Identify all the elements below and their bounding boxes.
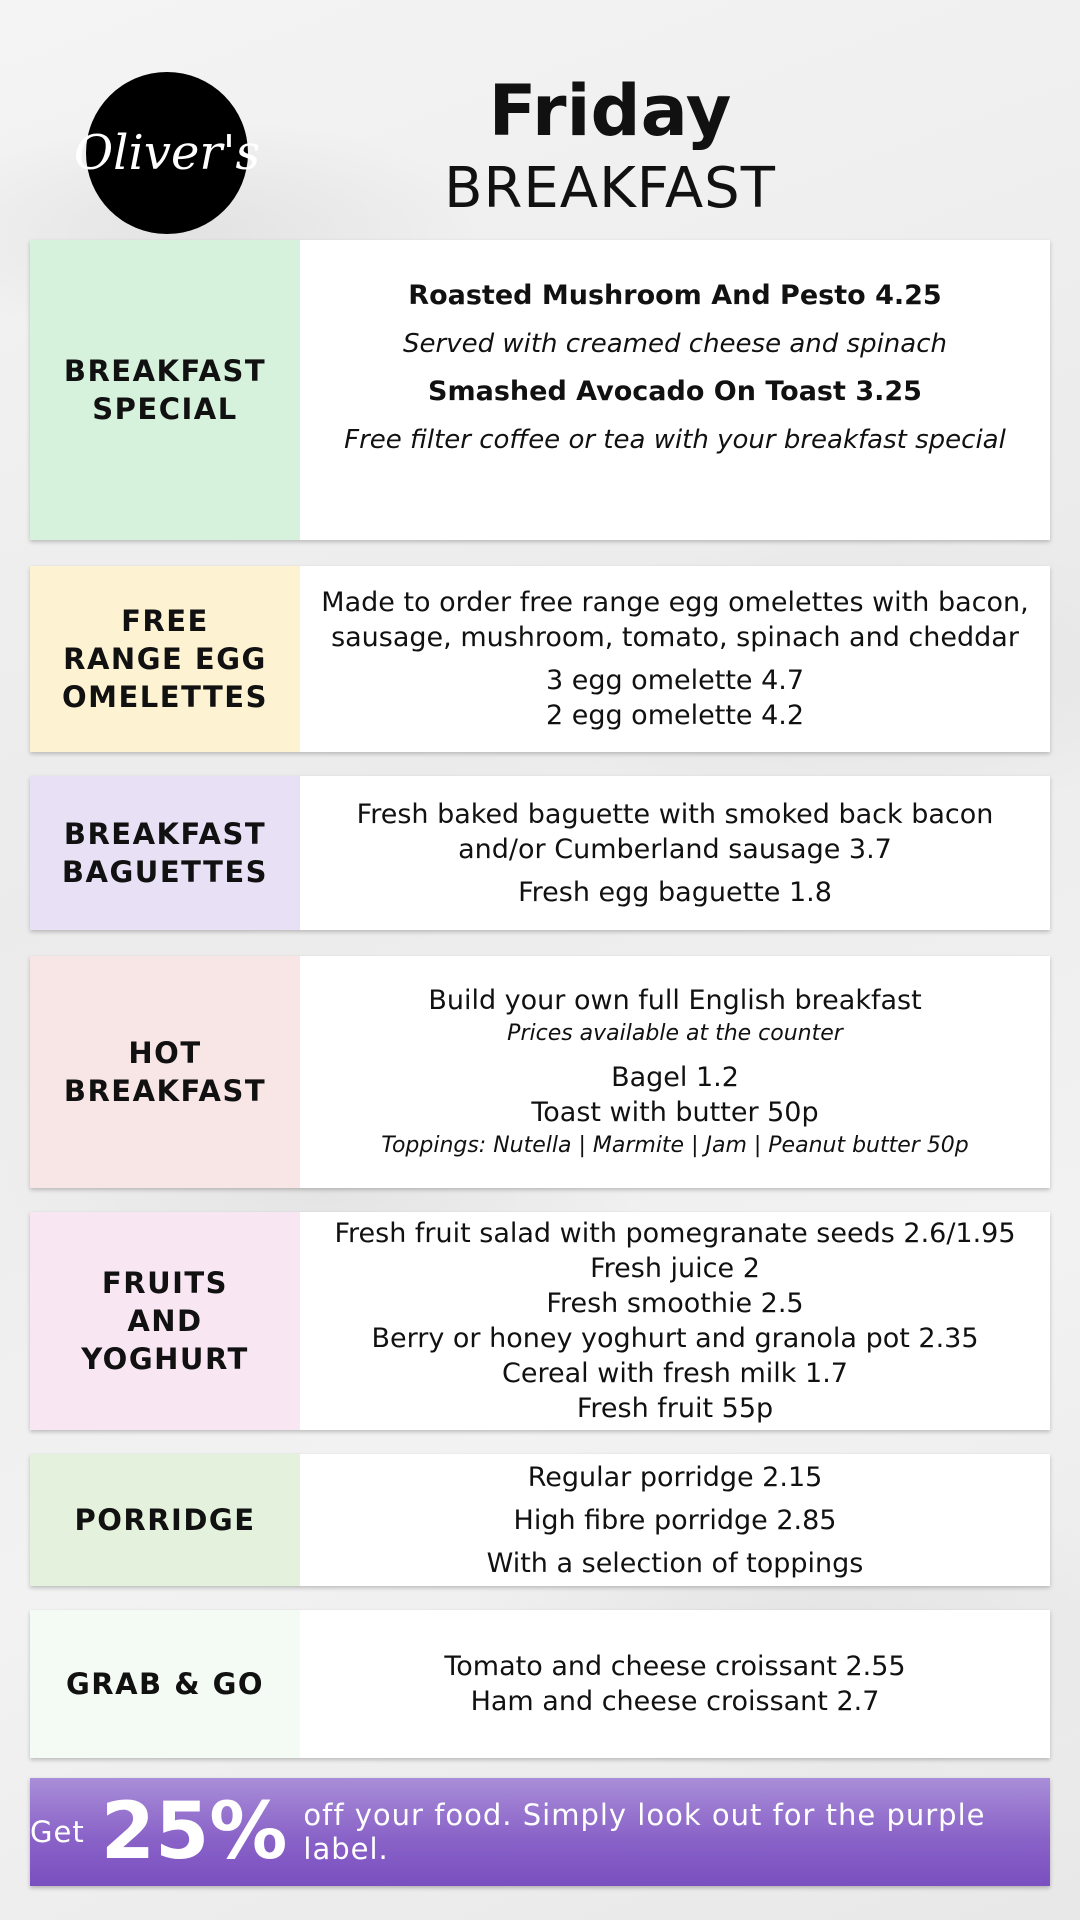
menu-section <box>30 1610 1050 1758</box>
section-title: FREE RANGE EGG OMELETTES <box>30 566 300 752</box>
section-items <box>300 240 1050 540</box>
menu-item: Tomato and cheese croissant 2.55 <box>444 1651 906 1682</box>
menu-item: Fresh juice 2 <box>590 1253 760 1284</box>
olivers-logo <box>73 72 261 234</box>
menu-item: Free filter coffee or tea with your breakfast special <box>344 425 1006 455</box>
promo-prefix: Get <box>30 1815 85 1849</box>
section-items <box>300 956 1050 1188</box>
menu-item: Smashed Avocado On Toast 3.25 <box>428 376 922 407</box>
section-items <box>300 776 1050 930</box>
menu-item: High fibre porridge 2.85 <box>513 1504 837 1536</box>
menu-section <box>30 956 1050 1188</box>
menu-item: Fresh egg baguette 1.8 <box>518 876 832 908</box>
menu-item: Build your own full English breakfast <box>428 984 922 1016</box>
menu-section <box>30 566 1050 752</box>
section-items <box>300 1610 1050 1758</box>
menu-item: Fresh smoothie 2.5 <box>546 1288 804 1319</box>
menu-item: 2 egg omelette 4.2 <box>545 700 805 731</box>
section-title: HOT BREAKFAST <box>30 956 300 1188</box>
section-title: GRAB & GO <box>30 1610 300 1758</box>
section-title: FRUITS AND YOGHURT <box>30 1212 300 1430</box>
meal-title: BREAKFAST <box>444 156 776 221</box>
menu-item: Served with creamed cheese and spinach <box>403 329 947 359</box>
promo-banner <box>30 1778 1050 1886</box>
menu-item: Made to order free range egg omelettes with bacon, sausage, mushroom, tomato, spinach and cheddar <box>321 587 1029 653</box>
section-items <box>300 566 1050 752</box>
section-title: PORRIDGE <box>30 1454 300 1586</box>
menu-section <box>30 1454 1050 1586</box>
logo-text: Oliver's <box>73 125 261 181</box>
section-title: BREAKFAST SPECIAL <box>30 240 300 540</box>
menu-section <box>30 1212 1050 1430</box>
menu-item: Fresh fruit salad with pomegranate seeds 2.6/1.95 <box>334 1218 1016 1249</box>
menu-item: Ham and cheese croissant 2.7 <box>470 1686 880 1717</box>
menu-section <box>30 240 1050 540</box>
menu-item: With a selection of toppings <box>486 1547 864 1579</box>
menu-item: Toast with butter 50p <box>531 1096 819 1128</box>
promo-text: off your food. Simply look out for the purple label. <box>303 1798 986 1866</box>
day-title: Friday <box>488 70 732 152</box>
menu-item: Cereal with fresh milk 1.7 <box>502 1358 848 1389</box>
menu-item: Fresh baked baguette with smoked back bacon and/or Cumberland sausage 3.7 <box>356 798 994 865</box>
menu-item: Roasted Mushroom And Pesto 4.25 <box>408 280 942 311</box>
promo-discount: 25% <box>100 1787 288 1877</box>
menu-section <box>30 776 1050 930</box>
menu-item: Toppings: Nutella | Marmite | Jam | Peanut butter 50p <box>381 1132 969 1158</box>
section-items <box>300 1212 1050 1430</box>
menu-item: Fresh fruit 55p <box>576 1393 774 1424</box>
menu-item: Regular porridge 2.15 <box>527 1461 823 1493</box>
menu-item: Berry or honey yoghurt and granola pot 2.35 <box>371 1323 979 1354</box>
menu-item: 3 egg omelette 4.7 <box>545 665 805 696</box>
menu-item: Prices available at the counter <box>507 1020 843 1046</box>
section-title: BREAKFAST BAGUETTES <box>30 776 300 930</box>
menu-item: Bagel 1.2 <box>611 1061 739 1093</box>
section-items <box>300 1454 1050 1586</box>
